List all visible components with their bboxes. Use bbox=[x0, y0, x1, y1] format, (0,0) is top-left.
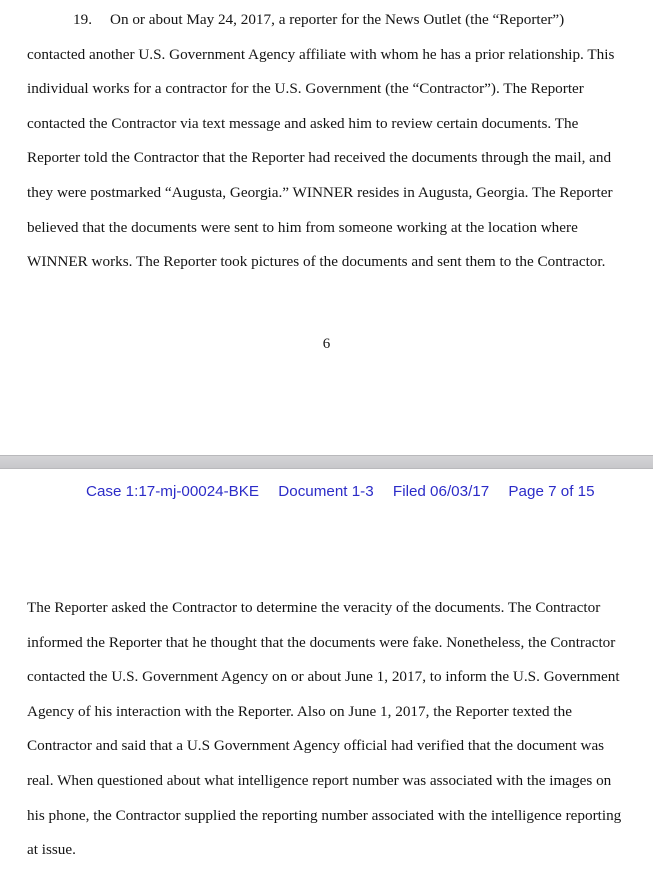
page-separator bbox=[0, 455, 653, 469]
filed-date: Filed 06/03/17 bbox=[392, 483, 490, 500]
page-count: Page 7 of 15 bbox=[508, 483, 595, 500]
paragraph-line: Reporter told the Contractor that the Reporter had received the documents through the mail, and bbox=[27, 149, 612, 167]
paragraph-19 bbox=[27, 3, 627, 280]
paragraph-line: real. When questioned about what intelligence report number was associated with the images on bbox=[27, 771, 612, 789]
paragraph-line: they were postmarked “Augusta, Georgia.” WINNER resides in Augusta, Georgia. The Reporter bbox=[27, 183, 613, 201]
paragraph-line: his phone, the Contractor supplied the reporting number associated with the intelligence reporting bbox=[27, 806, 622, 824]
paragraph-number: 19. bbox=[73, 11, 92, 28]
paragraph-line: contacted the Contractor via text message and asked him to review certain documents. The bbox=[27, 114, 579, 132]
paragraph-line: individual works for a contractor for the U.S. Government (the “Contractor”). The Reporter bbox=[27, 80, 584, 98]
page-number: 6 bbox=[322, 336, 331, 352]
paragraph-line: believed that the documents were sent to him from someone working at the location where bbox=[27, 218, 578, 236]
paragraph-line: at issue. bbox=[27, 841, 76, 859]
paragraph-continued bbox=[27, 591, 627, 868]
document-number: Document 1-3 bbox=[278, 483, 374, 500]
paragraph-line: WINNER works. The Reporter took pictures of the documents and sent them to the Contractor. bbox=[27, 253, 606, 271]
paragraph-line: The Reporter asked the Contractor to determine the veracity of the documents. The Contractor bbox=[27, 599, 601, 616]
paragraph-line: Contractor and said that a U.S Government Agency official had verified that the document was bbox=[27, 737, 605, 755]
case-header bbox=[86, 483, 595, 500]
paragraph-first-line: 19. On or about May 24, 2017, a reporter for the News Outlet (the “Reporter”) bbox=[73, 11, 565, 28]
case-number: Case 1:17-mj-00024-BKE bbox=[86, 483, 260, 500]
paragraph-line: contacted the U.S. Government Agency on or about June 1, 2017, to inform the U.S. Government bbox=[27, 668, 620, 686]
paragraph-line: informed the Reporter that he thought that the documents were fake. Nonetheless, the Contractor bbox=[27, 633, 616, 651]
paragraph-line: contacted another U.S. Government Agency affiliate with whom he has a prior relationship. This bbox=[27, 45, 615, 63]
paragraph-line: Agency of his interaction with the Reporter. Also on June 1, 2017, the Reporter texted the bbox=[27, 702, 572, 720]
